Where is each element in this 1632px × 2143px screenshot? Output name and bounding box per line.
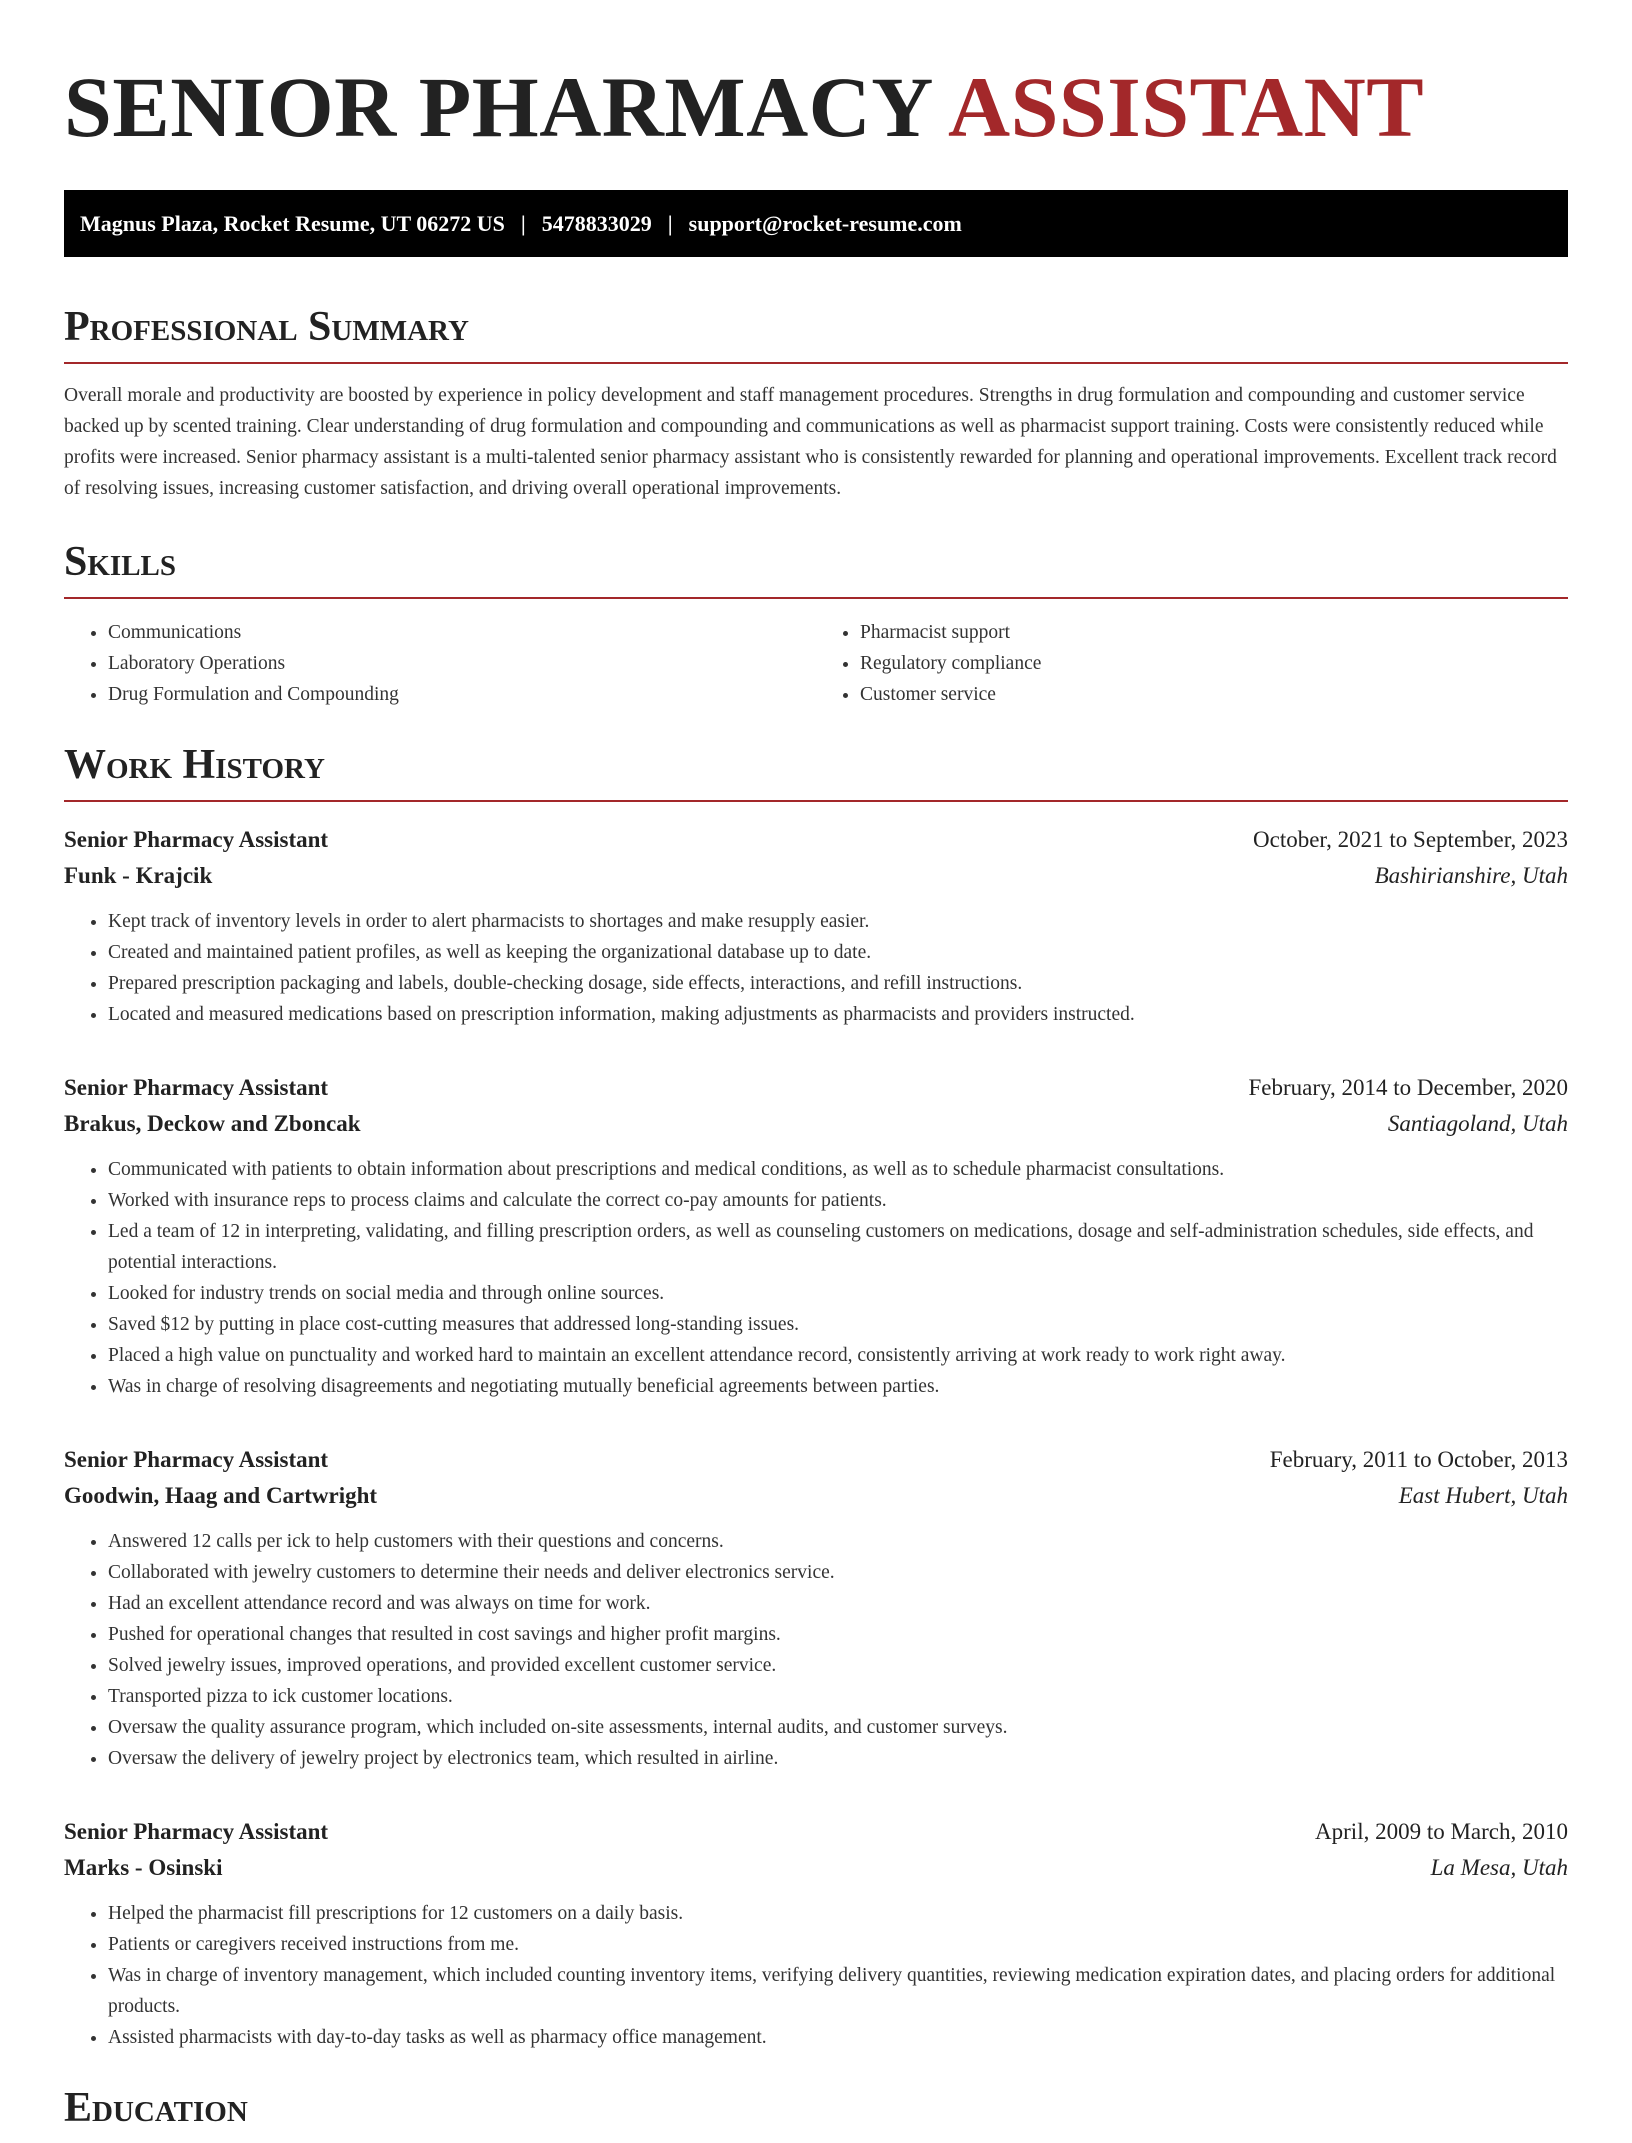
section-heading-work-history: Work History: [64, 744, 1568, 802]
job-bullets: [64, 906, 1568, 1030]
job-bullet: • Placed a high value on punctuality and worked hard to maintain an excellent attendance record, consistently arriving at work ready to work right away.: [108, 1340, 1568, 1371]
skill-item: • Customer service: [860, 679, 1568, 710]
summary-text: Overall morale and productivity are boosted by experience in policy development and staff management procedures. Strengths in drug formulation and compounding and customer service backed up by scented training. Clear understanding of drug formulation and compounding and communications as well as pharmacist support training. Costs were consistently reduced while profits were increased. Senior pharmacy assistant is a multi-talented senior pharmacy assistant who is consistently rewarded for planning and operational improvements. Excellent track record of resolving issues, increasing customer satisfaction, and driving overall operational improvements.: [64, 385, 1557, 499]
job-location: Bashirianshire, Utah: [1374, 863, 1568, 888]
job-bullet: • Kept track of inventory levels in order to alert pharmacists to shortages and make resupply easier.: [108, 906, 1568, 937]
job-employer-row: [64, 1850, 1568, 1886]
job-entry: [64, 822, 1568, 1030]
job-title: Senior Pharmacy Assistant: [64, 1819, 329, 1844]
section-heading-summary: Professional Summary: [64, 306, 1568, 364]
section-heading-education: Education: [64, 2085, 248, 2131]
job-location: East Hubert, Utah: [1398, 1483, 1568, 1508]
job-dates: October, 2021 to September, 2023: [1253, 827, 1568, 852]
title-main: SENIOR PHARMACY: [64, 59, 931, 155]
contact-address: Magnus Plaza, Rocket Resume, UT 06272 US: [80, 210, 505, 236]
job-bullets: [64, 1154, 1568, 1402]
job-title: Senior Pharmacy Assistant: [64, 1447, 329, 1472]
job-bullet: • Located and measured medications based on prescription information, making adjustments as pharmacists and providers instructed.: [108, 999, 1568, 1030]
job-bullet: • Collaborated with jewelry customers to determine their needs and deliver electronics service.: [108, 1557, 1568, 1588]
job-dates: April, 2009 to March, 2010: [1315, 1819, 1568, 1844]
job-bullet: • Communicated with patients to obtain information about prescriptions and medical conditions, as well as to schedule pharmacist consultations.: [108, 1154, 1568, 1185]
job-bullets: [64, 1526, 1568, 1774]
job-bullet: • Pushed for operational changes that resulted in cost savings and higher profit margins.: [108, 1619, 1568, 1650]
skills-list: [64, 617, 1568, 710]
job-bullet: • Created and maintained patient profiles, as well as keeping the organizational database up to date.: [108, 937, 1568, 968]
job-employer-row: [64, 858, 1568, 894]
job-employer-row: [64, 1478, 1568, 1514]
title-accent: ASSISTANT: [947, 59, 1425, 155]
job-bullet: • Answered 12 calls per ick to help customers with their questions and concerns.: [108, 1526, 1568, 1557]
contact-separator: |: [667, 210, 673, 236]
contact-email: support@rocket-resume.com: [688, 210, 962, 236]
skill-item: • Drug Formulation and Compounding: [108, 679, 816, 710]
job-header-row: [64, 822, 1568, 858]
job-bullet: • Helped the pharmacist fill prescriptions for 12 customers on a daily basis.: [108, 1898, 1568, 1929]
job-entry: [64, 1814, 1568, 2053]
job-bullet: • Transported pizza to ick customer locations.: [108, 1681, 1568, 1712]
job-employer: Brakus, Deckow and Zboncak: [64, 1111, 361, 1136]
job-bullet: • Assisted pharmacists with day-to-day tasks as well as pharmacy office management.: [108, 2022, 1568, 2053]
skill-item: • Pharmacist support: [860, 617, 1568, 648]
job-entry: [64, 1070, 1568, 1402]
job-title: Senior Pharmacy Assistant: [64, 1075, 329, 1100]
job-bullets: [64, 1898, 1568, 2053]
job-bullet: • Prepared prescription packaging and labels, double-checking dosage, side effects, interactions, and refill instructions.: [108, 968, 1568, 999]
job-employer: Goodwin, Haag and Cartwright: [64, 1483, 378, 1508]
skill-item: • Regulatory compliance: [860, 648, 1568, 679]
job-bullet: • Was in charge of inventory management, which included counting inventory items, verifying delivery quantities, reviewing medication expiration dates, and placing orders for additional products.: [108, 1960, 1568, 2022]
skill-item: • Communications: [108, 617, 816, 648]
job-bullet: • Oversaw the delivery of jewelry project by electronics team, which resulted in airline.: [108, 1743, 1568, 1774]
job-header-row: [64, 1070, 1568, 1106]
contact-separator: |: [520, 210, 526, 236]
job-bullet: • Solved jewelry issues, improved operations, and provided excellent customer service.: [108, 1650, 1568, 1681]
job-dates: February, 2014 to December, 2020: [1248, 1075, 1568, 1100]
section-heading-skills: Skills: [64, 541, 1568, 599]
job-bullet: • Had an excellent attendance record and was always on time for work.: [108, 1588, 1568, 1619]
job-bullet: • Was in charge of resolving disagreements and negotiating mutually beneficial agreements between parties.: [108, 1371, 1568, 1402]
job-bullet: • Oversaw the quality assurance program, which included on-site assessments, internal audits, and customer surveys.: [108, 1712, 1568, 1743]
job-location: Santiagoland, Utah: [1387, 1111, 1568, 1136]
job-employer: Funk - Krajcik: [64, 863, 213, 888]
job-bullet: • Worked with insurance reps to process claims and calculate the correct co-pay amounts for patients.: [108, 1185, 1568, 1216]
contact-bar: [64, 190, 1568, 257]
skill-item: • Laboratory Operations: [108, 648, 816, 679]
job-employer-row: [64, 1106, 1568, 1142]
skills-column-right: [816, 617, 1568, 710]
job-header-row: [64, 1442, 1568, 1478]
job-employer: Marks - Osinski: [64, 1855, 223, 1880]
job-header-row: [64, 1814, 1568, 1850]
job-bullet: • Looked for industry trends on social media and through online sources.: [108, 1278, 1568, 1309]
resume-title: [64, 59, 1568, 155]
contact-phone: 5478833029: [541, 210, 652, 236]
job-dates: February, 2011 to October, 2013: [1269, 1447, 1568, 1472]
job-bullet: • Led a team of 12 in interpreting, validating, and filling prescription orders, as well as counseling customers on medications, dosage and self-administration schedules, side effects, and potential interactions.: [108, 1216, 1568, 1278]
job-entry: [64, 1442, 1568, 1774]
job-title: Senior Pharmacy Assistant: [64, 827, 329, 852]
job-bullet: • Saved $12 by putting in place cost-cutting measures that addressed long-standing issues.: [108, 1309, 1568, 1340]
job-bullet: • Patients or caregivers received instructions from me.: [108, 1929, 1568, 1960]
skills-column-left: [64, 617, 816, 710]
job-location: La Mesa, Utah: [1430, 1855, 1568, 1880]
